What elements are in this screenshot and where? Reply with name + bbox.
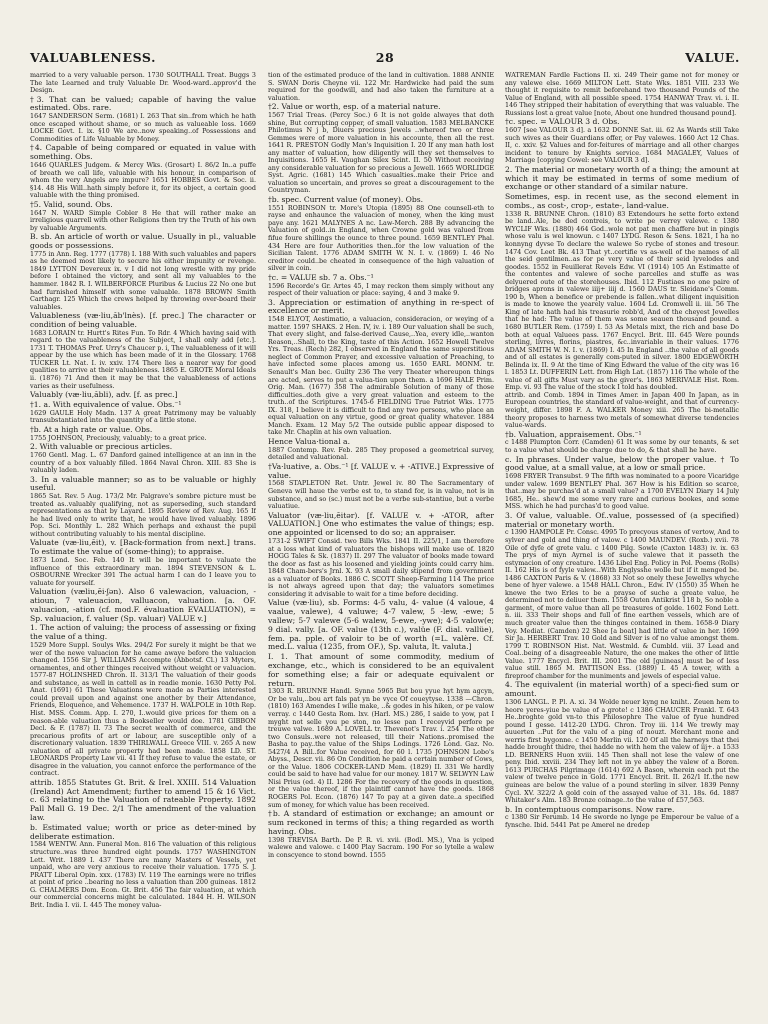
entry-paragraph: 1647 N. WARD Simple Cobler 8 He that will rather make an irreligious quarrell with other Religions then try the Truth of his own by valuable Arguments. (30, 208, 256, 232)
entry-paragraph: Valuableness (væ·liu,ăb'lnès). [f. prec.] The character or condition of being valuable. (30, 311, 256, 329)
entry-paragraph: WATREMAN Fardle Factions II. xi. 249 Their game not for money or any valewe else. 1669 MILTON Lett. State Wks. 1851 VIII. 233 We thought it requisite to remit beforehand two thousand Pounds of the Value of England, with all possible speed. 1754 HANWAY Trav. vi. i. II. 146 They stripped their habitation of everything that was valuable. The Russians lost a great value [note, About one hundred thousand pound]. (505, 72, 739, 117)
entry-paragraph: Hence Valua·tional a. (268, 436, 350, 446)
entry-paragraph: married to a very valuable person. 1730 SOUTHALL Treat. Buggs 3 The late Learned and truly Valuable Dr. Wood-ward..approv'd the Design. (30, 72, 256, 95)
column-3 (505, 72, 739, 1016)
entry-paragraph: 1607 [see VALOUR 3 d]. a 1632 DONNE Sat. iii. 62 As Wards still Take such wives as their Guardians offer, or Pay valewes. 1660 Act 12 Chas. II, c. xxiv. §2 Values and for-feitures of marriage and all other charges incident to tenure by Knights service. 1684 MAGALEY, Values of Marriage [copying Cowel: see VALOUR 3 d]. (505, 126, 739, 165)
entry-paragraph: †4. Capable of being compared or equated in value with something. Obs. (30, 143, 256, 162)
column-2 (268, 72, 494, 1016)
entry-paragraph: Sometimes, esp. in recent use, as the second element in combs., as cost-, crop-, estate-, land-value. (505, 192, 739, 210)
entry-paragraph: 1567 Trial Treas. (Percy Soc.) 6 It is not golde alwayes that doth shine, But corrupting copper, of small valuation. 1583 MELBANCKE Philotimus N j b, Diuers precious Jewels ..whereof two or three Gemmes were of more valuation in his accounte, then all the rest. 1641 R. PRESTON Godly Man's Inquisition I. 20 If any man hath lost any matter of valuation, how diligently will they set themselves to Inquisitions. 1655 H. Vaughan Silex Scint. II. 50 Without receiving any considerable valuation for so precious a Jewell. 1665 WORLIDGE Syst. Agric. (1681) 145 Which casualties..make their Price and valuation so uncertain, and proves so great a discouragement to the Countryman. (268, 110, 494, 195)
entry-paragraph: 3. Of value, valuable. Of..value, possessed of (a specified) material or monetary worth. (505, 510, 739, 529)
header-right-headword: VALUE. (685, 50, 740, 65)
entry-paragraph: †1. a. With equivalence of value. Obs.⁻¹ (30, 399, 182, 409)
entry-paragraph: Valuation (væliu,ēi·ʃən). Also 6 valewacion, valuacion, -atioun, 7 valeuacion, valluacon, valuation. [a. OF. valuacion, -ation (cf. mod.F. évaluation EVALUATION), = Sp. valuacion, f. valuer (Sp. valuar) VALUE v.] (30, 587, 256, 623)
entry-paragraph: †b. spec. Current value (of money). Obs. (268, 195, 424, 204)
entry-paragraph: 1529 More Suppl. Soulys Wks. 294/2 For surely it might be that we wer of the newe valuacion for he came awaye before the valuacion changed. 1556 Sir J. WILLIAMS Accompte (Abbotsf. Cl.) 13 Myters, ornamentes, and other thinges received without weight or valuacion. 1577-87 HOLINSHED Chron. II. 313/1 The valuation of their goods and substance, as well in cattell as in readie monie. 1630 Petty Pol. Anat. (1691) 61 These Valuations were made as Parties interested could prevail upon and against one another by their Attendance, Friends, Eloquence, and Vehemence. 1737 H. WALPOLE in 10th Rep. Hist. MSS. Comm. App. I. 270, I..would give prices for them on a reason-able valuation thus a Bookseller would doe. 1781 GIBBON Decl. & F. (1787) II. 73 The secret wealth of commerce, and the precarious profits of art or labour, are susceptible only of a discretionary valuation. 1839 THIRLWALL Greece VIII. v. 265 A new valuation of all private property had been made. 1858 LD. ST. LEONARDS Property Law vii. 41 If they refuse to value the estate, or disagree in the valuation, you cannot enforce the performance of the contract. (30, 641, 256, 778)
column-1 (30, 72, 256, 1016)
entry-paragraph: 1731-2 SWIFT Consid. two Bills Wks. 1841 II. 225/1, I am therefore at a loss what kind of valuators the bishops will make use of. 1820 HOGG Tales & Sk. (1837) II. 297 The valuator of books made toward the door as fast as his loosened and yielding joints could carry him. 1848 Cham-bers's Jrnl. X. 93 A small daily stipend from government as a valuator of Books. 1886 C. SCOTT Sheep-Farming 114 The price is not always agreed upon that day; the valuators sometimes considering it advisable to wait for a time before deciding. (268, 537, 494, 598)
entry-paragraph: 1698 FRYER Transubst. 9 The fifth was nominated to a poore Vicaridge under valew. 1699 BENTLEY Phal. 367 How is his Edition so scarce, that..may be purchas'd at a small value? a 1700 EVELYN Diary 14 July 1685, He.. shew'd me some very rare and curious bookes, and some MSS. which he had purchas'd to good value. (505, 472, 739, 511)
entry-paragraph: 1398 TREVISA Barth. De P. R. vi. xvii. (Bodl. MS.), Vna is yciped walewe and valowe. c 1400 Play Sacram. 190 For so lytelle a walew in conscyence to stond bownd. 1555 (268, 835, 494, 859)
entry-paragraph: 1887 Contemp. Rev. Feb. 285 They proposed a geometrical survey, detailed and valuational. (268, 445, 494, 462)
entry-paragraph: 2. With valuable or precious articles. (30, 442, 173, 452)
entry-paragraph: Valuate (væ·liu,ēit), v. [Back-formation from next.] trans. To estimate the value of (some-thing); to appraise. (30, 538, 256, 557)
entry-paragraph: 3. Appreciation or estimation of anything in re-spect of excellence or merit. (268, 297, 494, 316)
entry-paragraph: b. In contemptuous comparisons. Now rare. (505, 804, 675, 814)
entry-paragraph: †3. That can be valued; capable of having the value estimated. Obs. rare. (30, 94, 256, 113)
entry-paragraph: 1568 STAPLETON Ret. Untr. Jewel iv. 80 The Sacramentary of Geneva will haue the verbe est to, to stand for, is in value, not is in substance, and so (sc.) must not be a verbe sub-stantiue, but a verbe valuatiue. (268, 479, 494, 511)
entry-paragraph: Valuably (væ·liu,ăbli), adv. [f. as prec.] (30, 390, 178, 400)
entry-paragraph: †b. A standard of estimation or exchange; an amount or sum reckoned in terms of this; a thing regarded as worth having. Obs. (268, 809, 494, 836)
entry-paragraph: †b. At a high rate or value. Obs. (30, 424, 153, 434)
entry-paragraph: Valuator (væ·liu,ēitər). [f. VALUE v. + -ATOR, after VALUATION.] One who estimates the value of things; esp. one appointed or licensed to do so; an appraiser. (268, 510, 494, 538)
entry-paragraph: b. Estimated value; worth or price as deter-mined by deliberate estimation. (30, 822, 256, 841)
running-header (30, 50, 740, 66)
entry-paragraph: 1865 Sat. Rev. 5 Aug. 173/2 Mr. Palgrave's sombre picture must be treated as..valuably qualifying, not as superseding, such standard representations as that by Layard. 1895 Review of Rev. Aug. 165 If he had lived only to write that, he would have lived valuably. 1896 Pop. Sci. Monthly L. 282 Which perhaps and exhaust the pupil without contributing valuably to his mental discipline. (30, 492, 256, 538)
entry-paragraph: †5. Valid, sound. Obs. (30, 199, 113, 209)
entry-paragraph: 1548 ELYOT, Aestimatio, a valuacion, consideracion, or weying of a matter. 1597 SHAKS. 2 Hen. IV, iv. i. 189 Our valuation shall be such, That every slight, and false-derived Cause,..Yea, every idle,..wanton Reason,..Shall, to the King, taste of this Action. 1652 Howell Twelve Yrs. Treas. (Rech) 282, I observed in England the same superstitious neglect of Common Prayer, and excessive valuation of Preaching, to have infected some places among us. 1650 EARL MONM. tr. Senault's Man bec. Guilty 236 The very Theater whereupon things are acted, serves to put a valua-tion upon them. a 1696 HALE Prim. Orig. Man. (1677) 358 The admirable Solution of many of those difficulties..doth give a very great valuation and esteem to the truth..of the Scriptures. 1745-6 FIELDING True Patriot Wks. 1775 IX. 318, I believe it is difficult to find any two persons, who place an equal valuation on any virtue, good or great quality whatever. 1884 Manch. Exam. 12 May 5/2 The outside public appear disposed to take Mr. Chaplin at his own valuation. (268, 315, 494, 437)
entry-paragraph: 1755 JOHNSON, Preciously, valuably; to a great price. (30, 433, 207, 442)
entry-paragraph: 1303 R. BRUNNE Handl. Synne 5965 But bou yyue hyt hym agcyn, Or be valu,..bou art fals pat yn be vyce Of coueytyse. 1338 —Chron. (1810) 163 Amendes I wille make, ..& godes in his hiken, or pe valow verray. c 1440 Gesta Rom. lxv. (Harl. MS.) 286, I saide to yow, pat I myght not selle you pe ston, no lesse pan I receyvid perfore pe treuwe valwe. 1689 A. LOVELL tr. Thevenot's Trav. i. 254 The other two Consuls..were not released, till their Nations..promised the Basha to pay..the value of the Ships Lodings. 1726 Lond. Gaz. No. 5427/4 A Bill..for Value received, for 60 l. 1735 JOHNSON Lobo's Abyss., Descr. vii. 86 On Condition he paid a certain number of Cows, or the Value. 1806 COCKER-LAND Mem. (1829) II. 331 We hardly could be said to have had value for our money. 1817 W. SELWYN Law Nisi Prius (ed. 4) II. 1286 For the recovery of the goods in question, or the value thereof, if the plaintiff cannot have the goods. 1868 ROGERS Pol. Econ. (1876) 147 To pay at a given date..a specified sum of money, for which value has been received. (268, 687, 494, 809)
entry-paragraph: tion of the estimated produce of the land in cultivation. 1888 ANNIE S. SWAN Doris Cheyne vii. 122 Mr. Hardwicke had paid the sum required for the goodwill, and had also taken the furniture at a valuation. (268, 72, 494, 102)
entry-paragraph: 1551 ROBINSON tr. More's Utopia (1895) 88 One counsell-eth to rayse and enhaunce the valuacion of money, when the king must paye any. 1621 MALYNES A nc. Law-Merch. 288 By advancing the Valuation of gold..in England, when Crowne gold was valued from fifue foure shillings the ounce to three pound. 1659 BENTLEY Phal. 434 Here are four Authorities then..for the low valuation of the Sicilian Talent. 1776 ADAM SMITH W. N. I. v. (1869) I. 46 No creditor could..be cheated in consequence of the high valuation of silver in coin. (268, 203, 494, 273)
entry-paragraph: 1760 Gentl. Mag. L. 67 Danford gained intelligence at an inn in the country of a box valuably filled. 1864 Naval Chron. XIII. 83 She is valuably laden. (30, 450, 256, 475)
header-left-headword: VALUABLENESS. (30, 50, 157, 65)
entry-paragraph: 1775 in Ann. Reg. 1777 (1778) I. 188 With such valuables and papers as he deemed most likely to secure his either impunity or revenge. 1849 LYTTON Devereux ix. v I did not long wrestle with my pride before I obtained the victory, and sent all my valuables to the hammer. 1842 R. I. WILBERFORCE Pluribus & Lucius 22 No one but had furnished himself with some valuable. 1878 BROWN Smith Carthagr. 125 Which the crews helped by throwing over-board their valuables. (30, 249, 256, 311)
entry-paragraph: 1646 QUARLES Judgem. & Mercy Wks. (Grosart) I. 86/2 In..a puffe of breath we call life, valuable with his honour, in comparison of whom the very Angels are impure? 1651 HOBBES Govt. & Soc. ii. §14. 48 His Will..hath simply before it, for its object, a certain good valuable with the thing promised. (30, 161, 256, 200)
entry-paragraph: 1596 Recorde's Gr. Artes 45, I may reckon them simply without any respect of their valuation or place: saying, 4 and 3 make 9. (268, 281, 494, 298)
entry-paragraph: B. sb. An article of worth or value. Usually in pl., valuable goods or possessions. (30, 232, 256, 250)
entry-paragraph: I. 1. That amount of some commodity, medium of exchange, etc., which is considered to be an equivalent for something else; a fair or adequate equivalent or return. (268, 652, 494, 688)
entry-paragraph: 1338 R. BRUNNE Chron. (1810) 83 Extendours he sette forto extend be land..Ale, be ded contreis, to write pe verrey valewe. c 1380 WYCLIF Wks. (1880) 464 God..wole not pat men chaffere but in pingis whose valu is wel knowun. c 1407 LYDG. Reson & Sens. 1821, I ha no konnyng dyvse To declare the walewe So rycbe of stones and tresour. 1474 Cov. Leet Bk. 413 That yt..certifie vs as-well of the names of all the seid gentilmen..as for pe very value of their seid lyvelodes and goodes. 1552 in Feuillerat Revels Edw. VI (1914) 105 An Estimatte of the contentes and valewe of soche parcelles and stuffe as was delyuered oute of the storehouses. Ibid. 112 Fustiaes no one paire of bridges aprons in valewe iiij+ iiij d. 1560 DAUS tr. Sleidane's Comm. 190 b, When a benefice or prebende is fallen..what diligent inquisition is made to knowe the yearely value. 1604 Ld. Cromwell ii. iii. 56 The King of late hath had his treasurie robb'd, And of the cheyest Jewelles that he had: The value of them was some seauen thousand pound. a 1680 BUTLER Rem. (1759) I. 53 As Metals mixt, the rich and base Do both at equal Valuees pass. 1767 Encycl. Brit. III. 645 Were pounds sterling, livres, florins, piastres, &c..invariable in their values. 1776 ADAM SMITH W. N. I. v. (1869) I. 45 In England ..the value of all goods and of all estates is generally com-puted in silver. 1800 EDGEWORTH Belinda ix. II. 9 At the time of King Edward the value of the city was 16 l. 1853 Lt. DUFFERIN Lett. from High Lat. (1857) 116 The whole of the value of all gifts Must vary as the giver's. 1863 MERIVALE Hist. Rom. Emp. vi. 93 The value of the stock I told has doubled. (505, 209, 739, 392)
entry-paragraph: c. In phrases. Under value, below the proper value. † To good value, at a small value, at a low or small price. (505, 454, 739, 473)
entry-paragraph: †c. = VALUE sb. 7 a. Obs.⁻¹ (268, 272, 374, 282)
entry-paragraph: Value (væ·liu), sb. Forms: 4-5 valu, 4- value (4 valoue, 4 vaalue, valewe), 4 valuwe; 4-7 valew, 5 -lew, -ewe; 5 vallew; 5-7 valewe (5-6 walew, 5-ewe, -ywe); 4-5 valow(e; 9 dial. vally. [a. OF. value (13th c.), valüe (F. dial. vallüe), fem. pa. pple. of valoir to be of worth (=L. valère. Cf. med.L. valua (1235, from OF.), Sp. valuta, It. valuta.] (268, 598, 494, 652)
entry-paragraph: attrib. 1855 Statutes Gt. Brit. & Irel. XXIII. 514 Valuation (Ireland) Act Amendment; further to amend 15 & 16 Vict. c. 63 relating to the Valuation of rateable Property. 1892 Pall Mall G. 19 Dec. 2/1 The amendment of the valuation law. (30, 777, 256, 823)
entry-paragraph: 1584 WENTW. Ann. Funeral Mon. 816 The valuation of this religious structure..was three hundred eight pounds. 1757 WASHINGTON Lett. Writ. 1889 I. 437 There are many Masters of Vessels, yet unpaid, who are very anxious to receive their valuation. 1775 S. J. PRATT Liberal Opin. xxx. (1783) IV. 119 The earnings were no trifles at point of price ..bearing no less a valuation than 200 guineas. 1812 G. CHALMERS Dom. Econ. Gt. Brit. 456 The fair valuation, at which our commercial concerns might be calculated. 1844 H. H. WILSON Brit. India I. vii. I. 445 The money valua- (30, 840, 256, 909)
entry-paragraph: †b. Valuation, appraisement. Obs.⁻¹ (505, 429, 642, 439)
entry-paragraph: 4. The equivalent (in material worth) of a speci-fied sum or amount. (505, 680, 739, 699)
entry-paragraph: †2. Value or worth, esp. of a material nature. (268, 102, 441, 112)
page-number: 28 (375, 50, 395, 65)
entry-paragraph: †c. spec. = VALOUR 3 d. Obs. (505, 117, 620, 127)
entry-paragraph: 1647 SANDERSON Serm. (1681) I. 263 That sin..from which he hath once escaped without shame, or so much as valueable loss. 1669 LOCKE Govt. I. ix. §10 We are..now speaking..of Possessions and Commodities of Life Valuable by Money. (30, 112, 256, 143)
entry-paragraph: 1629 GAULE Holy Madn. 137 A great Patrimony may be valuably transubstantiated into the quantity of a little stone. (30, 408, 256, 425)
entry-paragraph: 1. The action of valuing; the process of assessing or fixing the value of a thing. (30, 623, 256, 642)
entry-paragraph: 1306 LANGL. P. Pl. A. xi. 34 Wolde neuer kyng ne kniht.. Zeuen hem to heore yeres-yiue be value of a grote! c 1386 CHAUCER Frankl. T. 643 He..broghte gold vn-to this Philosophre The value of fyue hundred pound I gesse. 1412-20 LYDG. Chron. Troy iii. 114 We trewly may auuerten ..Put for the valu of a ping of nouzt. Merchant mone and werris first bygonne. c 1450 Merlin vii. 120 Of all the harneys that thei hadde brought thidre, thei hadde no with hem the valew of iij+. a 1533 LD. BERNERS Huon xviii. 145 Then shall not lese the valew of one peny. Ibid. xxviii. 234 They left not in ye abbey the valew of a Boren. 1613 PURCHAS Pilgrimage (1614) 692 A Bason, wherein each put the valew of twelve pence in Gold. 1771 Encycl. Brit. II. 262/1 If..the new guineas are below the value of a pound sterling in silver. 1839 Penny Cycl. XV. 322/2 A gold coin of the assayed value of 31. 18s. 6d. 1887 Whitaker's Alm. 183 Bronze coinage..to the value of £57,563. (505, 698, 739, 805)
entry-paragraph: attrib. and Comb. 1894 in Times Amer. in Japan 400 In Japan, as in European countries, the standard of value-weight, and that of currency-weight, differ. 1898 F. A. WALKER Money xiii. 265 The bi-metallic theory proposes to harness two metals of somewhat diverse tendencies value-wards. (505, 390, 739, 430)
entry-paragraph: 3. In a valuable manner; so as to be valuable or highly useful. (30, 474, 256, 493)
entry-paragraph: c 1380 Sir Ferumb. 14 He sworde no lynge pe Emperour be value of a fynsche. Ibid. 5441 Pat pe Amerel ne dredep (505, 813, 739, 829)
entry-paragraph: 1873 Lond. Soc. Feb. 140 It will be important to valuate the influence of this extraordinary man. 1894 STEVENSON & L. OSBOURNE Wrecker 391 The actual harm I can do I leave you to valuate for yourself. (30, 556, 256, 587)
entry-paragraph: 2. The material or monetary worth of a thing; the amount at which it may be estimated in terms of some medium of exchange or other standard of a similar nature. (505, 164, 739, 192)
entry-paragraph: c 1488 Plumpton Corr. (Camden) 61 It was some by our tenants, & set to a value what should be charge due to do, & that shall he have. (505, 438, 739, 454)
entry-paragraph: 1683 LORAIN tr. Hurtt's Rites Fun. To Rdr. 4 Which having said with regard to the valuableness of the Subject, I shall only add [etc.]. 1731 T. THOMAS Pref. Urry's Chaucer p. i, The valuableness of it will appear by the use which has been made of it in the Glossary. 1768 TUCKER Lt. Nat. I. iv. xxiv. 174 There lies a nearer way for good qualities to arrive at their valuableness. 1865 E. GROTE Moral Ideals ii. (1876) 71 And then it may be that the valuableness of actions varies as their usefulness. (30, 328, 256, 390)
entry-paragraph: †Va·luative, a. Obs.⁻¹ [f. VALUE v. + -ATIVE.] Expressive of value. (268, 461, 494, 480)
entry-paragraph: c 1390 HAMPOLE Pr. Consc. 4995 To precyous stanes of vertow, And to sylver and gold and thing of valow. c 1400 MAUNDEV. (Roxb.) xvii. 78 Oile of dyfe of grete valu. c 1400 Pilg. Sowle (Caxton 1483) iv. ix. 63 The prys of myn Ayrnel is of suche valewe that it passeth the estymacion of ony creature. 1436 Libel Eng. Policy in Pol. Poems (Rolls) II. 162 His is of fyyle valew...With Englysshe wolle but if it menged be. 1486 CAXTON Paris & V. (1868) 33 Not so onely these Jewellys whyche bene of hyer valewe. a 1548 HALL Chron., Edw. IV (1550) 35 When he knewe the two Erles to be a prayse of suche a greate value, he determined not to deliuer them. 1558 Outen Antikrist 118 b, So noble a garment, of more value than all pe treasures of golde. 1602 Fond Lett. n. iii. 333 Their shops and full of fine earthen vessels, which are of much greater value then the thinges contained in them. 1658-9 Diary Voy. Mediat. (Camden) 22 Shee [a boat] had little of value in her. 1699 Sir Ja. HERBERT Trav. 10 Gold and Silver is of no value amongst them. 1799 T. ROBINSON Hist. Nat. Westmld. & Cumbld. viii. 37 Lead and Coal..being of a disagreeable Nature, the one makes the other of little Value. 1777 Encycl. Brit. III. 2601 The old [guineas] must be of less value still. 1865 M. PATTISON Ess. (1889) I. 45 A tower, with a fireproof chamber for the muniments and jewels of especial value. (505, 528, 739, 680)
